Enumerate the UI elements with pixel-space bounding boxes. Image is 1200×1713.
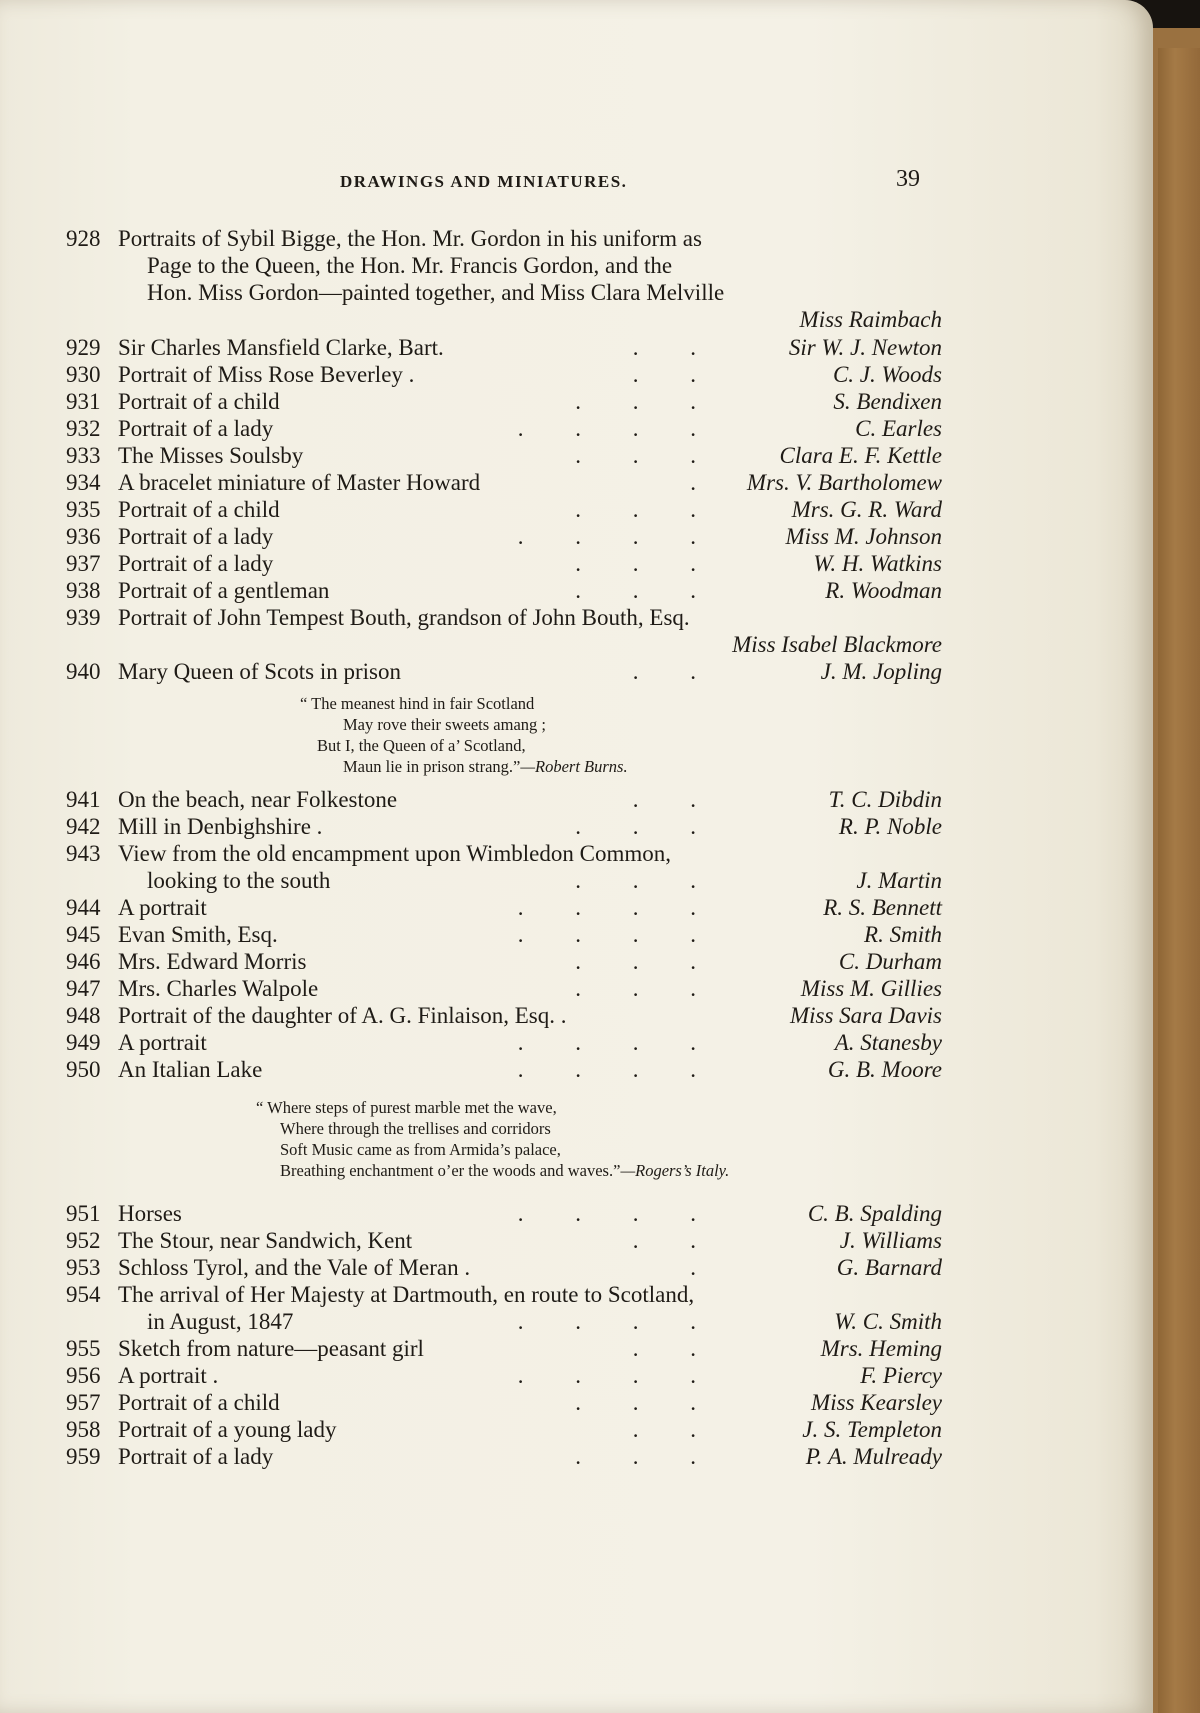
entry-title: The arrival of Her Majesty at Dartmouth, en route to Scotland, bbox=[118, 1282, 695, 1307]
leader-dots: . . bbox=[632, 1228, 696, 1253]
entry-artist: R. Smith bbox=[864, 922, 942, 947]
entry-title: Portrait of Miss Rose Beverley . bbox=[118, 362, 415, 387]
entry-number: 953 bbox=[66, 1255, 101, 1280]
quote-line: “ The meanest hind in fair Scotland bbox=[300, 694, 535, 713]
catalogue-entry bbox=[66, 1029, 946, 1056]
entry-title: Portrait of a child bbox=[118, 1390, 280, 1415]
entry-number: 947 bbox=[66, 976, 101, 1001]
entry-number: 939 bbox=[66, 605, 101, 630]
catalogue-entry bbox=[66, 550, 946, 577]
catalogue-entry bbox=[66, 1308, 946, 1335]
leader-dots: . . bbox=[632, 1336, 696, 1361]
entry-number: 930 bbox=[66, 362, 101, 387]
entry-number: 955 bbox=[66, 1336, 101, 1361]
entry-artist: Sir W. J. Newton bbox=[788, 335, 942, 360]
entry-artist: R. P. Noble bbox=[838, 814, 942, 839]
entry-title: Portraits of Sybil Bigge, the Hon. Mr. Gordon in his uniform as bbox=[118, 226, 702, 251]
catalogue-entry bbox=[66, 867, 946, 894]
leader-dots: . . bbox=[632, 335, 696, 360]
entry-title: Page to the Queen, the Hon. Mr. Francis Gordon, and the bbox=[147, 253, 673, 278]
quote-line: Maun lie in prison strang.” bbox=[343, 757, 521, 776]
entry-title: Portrait of the daughter of A. G. Finlaison, Esq. . bbox=[118, 1003, 567, 1028]
catalogue-entry bbox=[66, 975, 946, 1002]
entry-artist: G. Barnard bbox=[836, 1255, 942, 1280]
catalogue-entry bbox=[66, 1200, 946, 1227]
catalogue-entry bbox=[66, 1335, 946, 1362]
entry-title: Portrait of a young lady bbox=[118, 1417, 337, 1442]
entry-number: 954 bbox=[66, 1282, 101, 1307]
quote-source: —Rogers’s Italy. bbox=[620, 1161, 730, 1180]
leader-dots: . . bbox=[632, 1417, 696, 1442]
catalogue-entry bbox=[66, 361, 946, 388]
entry-artist: Mrs. V. Bartholomew bbox=[746, 470, 942, 495]
entry-title: On the beach, near Folkestone bbox=[118, 787, 398, 812]
entry-artist: Miss M. Johnson bbox=[785, 524, 942, 549]
entry-artist: C. Durham bbox=[838, 949, 942, 974]
entry-number: 937 bbox=[66, 551, 101, 576]
catalogue-entry bbox=[66, 948, 946, 975]
entry-title: Portrait of a lady bbox=[118, 524, 274, 549]
entry-artist: J. Martin bbox=[856, 868, 942, 893]
entry-title: Mrs. Edward Morris bbox=[118, 949, 307, 974]
entry-artist: J. Williams bbox=[839, 1228, 942, 1253]
leader-dots: . . . bbox=[575, 389, 696, 414]
catalogue-entry bbox=[66, 840, 946, 867]
entry-number: 950 bbox=[66, 1057, 101, 1082]
catalogue-entry bbox=[66, 1443, 946, 1470]
entry-number: 951 bbox=[66, 1201, 101, 1226]
catalogue-entry bbox=[66, 604, 946, 631]
catalogue-entry bbox=[66, 1002, 946, 1029]
entry-title: The Misses Soulsby bbox=[118, 443, 304, 468]
catalogue-entry bbox=[66, 1056, 946, 1083]
entry-number: 949 bbox=[66, 1030, 101, 1055]
catalogue-entry bbox=[66, 523, 946, 550]
catalogue-entry bbox=[66, 279, 946, 306]
entry-artist: Mrs. Heming bbox=[820, 1336, 942, 1361]
entry-number: 956 bbox=[66, 1363, 101, 1388]
quote-line: May rove their sweets amang ; bbox=[343, 715, 546, 734]
catalogue-entry bbox=[66, 496, 946, 523]
entry-number: 943 bbox=[66, 841, 101, 866]
entry-artist: Clara E. F. Kettle bbox=[779, 443, 942, 468]
entry-title: Mary Queen of Scots in prison bbox=[118, 659, 401, 684]
quote-rogers bbox=[256, 1097, 729, 1181]
leader-dots: . . . bbox=[575, 1444, 696, 1469]
book-binding-edge bbox=[1158, 48, 1200, 1713]
entry-title: Mill in Denbighshire . bbox=[118, 814, 323, 839]
leader-dots: . . . bbox=[575, 814, 696, 839]
entry-number: 958 bbox=[66, 1417, 101, 1442]
leader-dots: . . . bbox=[575, 578, 696, 603]
entry-number: 942 bbox=[66, 814, 101, 839]
entry-title: Portrait of John Tempest Bouth, grandson of John Bouth, Esq. bbox=[118, 605, 690, 630]
leader-dots: . . . . bbox=[517, 524, 696, 549]
entry-artist: A. Stanesby bbox=[834, 1030, 942, 1055]
entry-number: 932 bbox=[66, 416, 101, 441]
catalogue-entry bbox=[66, 577, 946, 604]
entry-number: 935 bbox=[66, 497, 101, 522]
catalogue-entry bbox=[66, 1227, 946, 1254]
entry-artist: W. H. Watkins bbox=[813, 551, 942, 576]
leader-dots: . . bbox=[632, 362, 696, 387]
entry-artist: C. Earles bbox=[855, 416, 942, 441]
leader-dots: . . . . bbox=[517, 922, 696, 947]
leader-dots: . . bbox=[632, 787, 696, 812]
leader-dots: . . . bbox=[575, 949, 696, 974]
entry-number: 933 bbox=[66, 443, 101, 468]
entry-title: A portrait bbox=[118, 895, 207, 920]
entry-artist: R. S. Bennett bbox=[823, 895, 942, 920]
running-header: DRAWINGS AND MINIATURES. bbox=[340, 172, 628, 191]
entry-title: A portrait bbox=[118, 1030, 207, 1055]
entry-artist: Miss Sara Davis bbox=[789, 1003, 942, 1028]
quote-line: Where through the trellises and corridors bbox=[280, 1119, 551, 1138]
entry-artist: P. A. Mulready bbox=[805, 1444, 942, 1469]
entry-title: Portrait of a child bbox=[118, 497, 280, 522]
entry-number: 941 bbox=[66, 787, 101, 812]
catalogue-entry bbox=[66, 415, 946, 442]
entry-title: An Italian Lake bbox=[118, 1057, 263, 1082]
entry-artist: G. B. Moore bbox=[827, 1057, 942, 1082]
catalogue-entry bbox=[66, 921, 946, 948]
catalogue-entry bbox=[66, 1416, 946, 1443]
catalogue-entry bbox=[66, 894, 946, 921]
leader-dots: . . . . bbox=[517, 1309, 696, 1334]
entry-artist: Miss Raimbach bbox=[799, 307, 942, 332]
catalogue-entry bbox=[66, 813, 946, 840]
entry-title: Portrait of a child bbox=[118, 389, 280, 414]
quote-line: Breathing enchantment o’er the woods and waves.” bbox=[280, 1161, 621, 1180]
leader-dots: . . . bbox=[575, 497, 696, 522]
entry-title: A portrait . bbox=[118, 1363, 219, 1388]
entry-title: The Stour, near Sandwich, Kent bbox=[118, 1228, 413, 1253]
page-number: 39 bbox=[896, 166, 920, 192]
entry-title: Schloss Tyrol, and the Vale of Meran . bbox=[118, 1255, 471, 1280]
entry-artist: J. S. Templeton bbox=[802, 1417, 942, 1442]
entry-title: Portrait of a gentleman bbox=[118, 578, 330, 603]
entry-title: Portrait of a lady bbox=[118, 1444, 274, 1469]
entry-number: 945 bbox=[66, 922, 101, 947]
quote-line: But I, the Queen of a’ Scotland, bbox=[317, 736, 526, 755]
entry-artist: Miss Isabel Blackmore bbox=[732, 632, 942, 657]
entry-title: Sketch from nature—peasant girl bbox=[118, 1336, 424, 1361]
catalogue-entry bbox=[66, 388, 946, 415]
catalogue-entry bbox=[66, 1254, 946, 1281]
catalogue-entry bbox=[66, 631, 946, 658]
catalogue-entry bbox=[66, 1389, 946, 1416]
entry-title: Evan Smith, Esq. bbox=[118, 922, 278, 947]
quote-source: —Robert Burns. bbox=[520, 757, 628, 776]
entry-artist: Mrs. G. R. Ward bbox=[791, 497, 942, 522]
entry-title: Portrait of a lady bbox=[118, 416, 274, 441]
leader-dots: . . . bbox=[575, 551, 696, 576]
entry-title: looking to the south bbox=[147, 868, 331, 893]
entry-number: 931 bbox=[66, 389, 101, 414]
catalogue-entry bbox=[66, 442, 946, 469]
quote-line: “ Where steps of purest marble met the wave, bbox=[256, 1098, 557, 1117]
entry-number: 934 bbox=[66, 470, 101, 495]
leader-dots: . bbox=[690, 1255, 696, 1280]
leader-dots: . . . . bbox=[517, 1201, 696, 1226]
entry-title: View from the old encampment upon Wimbledon Common, bbox=[118, 841, 672, 866]
entry-artist: S. Bendixen bbox=[833, 389, 942, 414]
leader-dots: . . bbox=[632, 659, 696, 684]
entry-number: 938 bbox=[66, 578, 101, 603]
entry-number: 952 bbox=[66, 1228, 101, 1253]
leader-dots: . . . bbox=[575, 443, 696, 468]
entry-number: 929 bbox=[66, 335, 101, 360]
entry-number: 944 bbox=[66, 895, 101, 920]
entry-artist: Miss Kearsley bbox=[811, 1390, 942, 1415]
catalogue-entry bbox=[66, 658, 946, 685]
entry-number: 957 bbox=[66, 1390, 101, 1415]
leader-dots: . . . . bbox=[517, 1057, 696, 1082]
leader-dots: . . . . bbox=[517, 1363, 696, 1388]
entry-number: 948 bbox=[66, 1003, 101, 1028]
entry-artist: T. C. Dibdin bbox=[828, 787, 942, 812]
leader-dots: . . . . bbox=[517, 895, 696, 920]
leader-dots: . . . bbox=[575, 976, 696, 1001]
entry-artist: C. B. Spalding bbox=[807, 1201, 942, 1226]
catalogue-entry bbox=[66, 252, 946, 279]
entry-artist: R. Woodman bbox=[825, 578, 942, 603]
entry-artist: C. J. Woods bbox=[832, 362, 942, 387]
catalogue-entry bbox=[66, 334, 946, 361]
leader-dots: . bbox=[690, 470, 696, 495]
entry-title: Hon. Miss Gordon—painted together, and Miss Clara Melville bbox=[147, 280, 725, 305]
leader-dots: . . . . bbox=[517, 416, 696, 441]
entry-number: 959 bbox=[66, 1444, 101, 1469]
entry-title: A bracelet miniature of Master Howard bbox=[118, 470, 481, 495]
entry-title: in August, 1847 bbox=[147, 1309, 294, 1334]
catalogue-entry bbox=[66, 786, 946, 813]
entry-number: 946 bbox=[66, 949, 101, 974]
entry-artist: Miss M. Gillies bbox=[800, 976, 942, 1001]
entry-number: 928 bbox=[66, 226, 101, 251]
leader-dots: . . . bbox=[575, 868, 696, 893]
entry-number: 936 bbox=[66, 524, 101, 549]
catalogue-entry bbox=[66, 306, 946, 333]
catalogue-entry bbox=[66, 1362, 946, 1389]
entry-artist: F. Piercy bbox=[860, 1363, 942, 1388]
entry-title: Portrait of a lady bbox=[118, 551, 274, 576]
catalogue-entry bbox=[66, 225, 946, 252]
entry-title: Horses bbox=[118, 1201, 182, 1226]
entry-artist: J. M. Jopling bbox=[820, 659, 942, 684]
leader-dots: . . . . bbox=[517, 1030, 696, 1055]
entry-title: Sir Charles Mansfield Clarke, Bart. bbox=[118, 335, 444, 360]
entry-artist: W. C. Smith bbox=[834, 1309, 942, 1334]
entry-number: 940 bbox=[66, 659, 101, 684]
catalogue-entry bbox=[66, 1281, 946, 1308]
catalogue-entry bbox=[66, 469, 946, 496]
quote-line: Soft Music came as from Armida’s palace, bbox=[280, 1140, 561, 1159]
quote-burns bbox=[300, 693, 628, 777]
entry-title: Mrs. Charles Walpole bbox=[118, 976, 319, 1001]
leader-dots: . . . bbox=[575, 1390, 696, 1415]
